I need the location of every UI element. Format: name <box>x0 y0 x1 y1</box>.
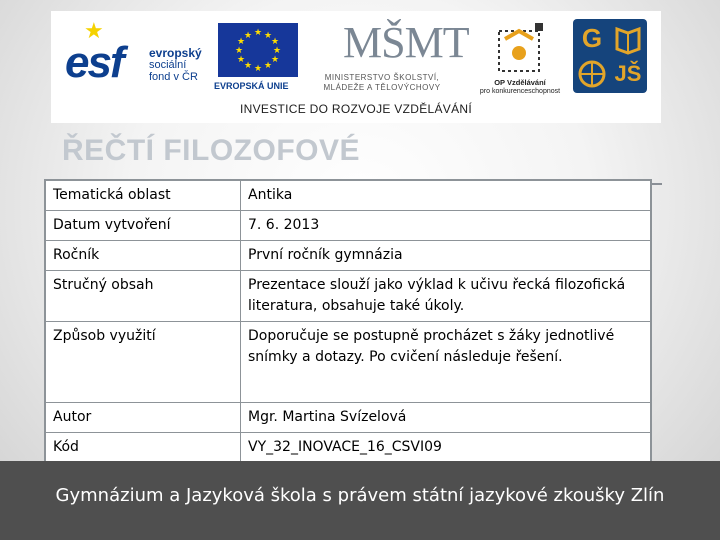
msmt-logo-mark: MŠMT <box>343 18 469 67</box>
svg-text:★: ★ <box>270 37 280 47</box>
table-row-code <box>45 433 651 464</box>
book-icon <box>611 21 645 55</box>
svg-text:★: ★ <box>270 55 280 65</box>
op-logo <box>465 17 575 103</box>
svg-text:★: ★ <box>234 46 244 56</box>
svg-text:★: ★ <box>272 46 282 56</box>
gjs-logo <box>573 19 647 93</box>
table-label: Datum vytvoření <box>45 211 241 241</box>
table-label: Tematická oblast <box>45 180 241 211</box>
esf-caption-line2: sociální <box>149 59 187 71</box>
svg-text:★: ★ <box>253 64 263 74</box>
table-label: Způsob využití <box>45 322 241 403</box>
msmt-logo <box>309 17 469 107</box>
table-label: Kód <box>45 433 241 464</box>
table-value: 7. 6. 2013 <box>241 211 652 241</box>
table-row-summary <box>45 271 651 322</box>
svg-text:★: ★ <box>253 28 263 38</box>
table-label: Stručný obsah <box>45 271 241 322</box>
esf-logo <box>65 21 205 105</box>
op-caption-line2: pro konkurenceschopnost <box>479 88 561 95</box>
eu-logo <box>214 23 302 103</box>
table-value: První ročník gymnázia <box>241 241 652 271</box>
op-logo-caption <box>465 79 575 96</box>
svg-text:★: ★ <box>263 61 273 71</box>
page-title: ŘEČTÍ FILOZOFOVÉ <box>62 134 360 167</box>
metadata-table <box>44 179 652 464</box>
footer-bar <box>0 461 720 540</box>
eu-logo-caption: EVROPSKÁ UNIE <box>214 81 289 91</box>
star-icon: ★ <box>84 19 104 44</box>
msmt-logo-caption <box>309 73 455 93</box>
op-logo-icon <box>465 17 575 77</box>
table-row-date <box>45 211 651 241</box>
esf-caption-line1: evropský <box>149 46 202 60</box>
table-label: Ročník <box>45 241 241 271</box>
table-value: Mgr. Martina Svízelová <box>241 403 652 433</box>
table-value: Antika <box>241 180 652 211</box>
table-value: VY_32_INOVACE_16_CSVI09 <box>241 433 652 464</box>
table-value: Prezentace slouží jako výklad k učivu řecká filozofická literatura, obsahuje také úkoly. <box>241 271 652 322</box>
table-value: Doporučuje se postupně procházet s žáky jednotlivé snímky a dotazy. Po cvičení následuje řešení. <box>241 322 652 403</box>
svg-text:★: ★ <box>236 37 246 47</box>
svg-text:★: ★ <box>236 55 246 65</box>
msmt-caption-line1: MINISTERSTVO ŠKOLSTVÍ, <box>324 73 440 82</box>
logo-strip <box>51 11 661 123</box>
table-label: Autor <box>45 403 241 433</box>
investice-slogan: INVESTICE DO ROZVOJE VZDĚLÁVÁNÍ <box>239 102 472 116</box>
gjs-logo-g: G <box>581 23 603 53</box>
table-row-author <box>45 403 651 433</box>
table-row-grade <box>45 241 651 271</box>
footer-text: Gymnázium a Jazyková škola s právem státní jazykové zkoušky Zlín <box>55 485 665 506</box>
msmt-caption-line2: MLÁDEŽE A TĚLOVÝCHOVY <box>323 83 441 92</box>
table-row-topic <box>45 180 651 211</box>
svg-text:★: ★ <box>263 31 273 41</box>
eu-flag-icon <box>218 23 298 77</box>
table-row-usage <box>45 322 651 403</box>
svg-text:★: ★ <box>243 31 253 41</box>
esf-logo-caption <box>149 47 202 83</box>
op-caption-line1: OP Vzdělávání <box>494 78 546 87</box>
globe-icon <box>575 57 609 91</box>
gjs-logo-js: JŠ <box>614 61 642 86</box>
svg-text:★: ★ <box>243 61 253 71</box>
esf-logo-text: esf <box>65 38 123 87</box>
esf-caption-line3: fond v ČR <box>149 71 198 83</box>
